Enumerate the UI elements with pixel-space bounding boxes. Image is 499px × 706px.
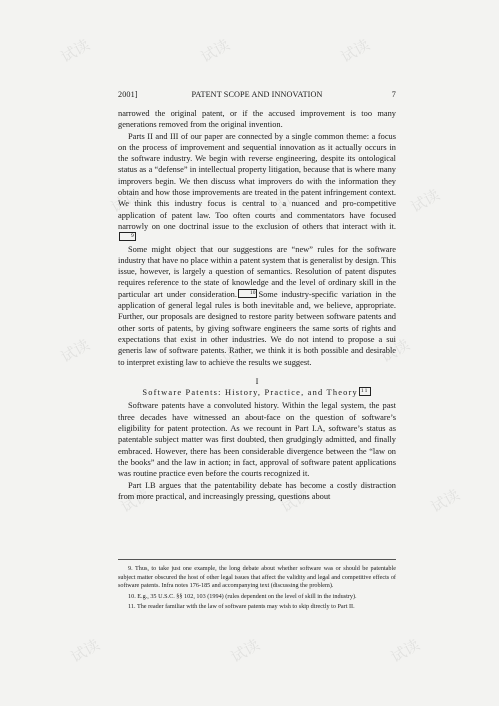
footnote-ref-11[interactable]: 11: [360, 388, 369, 395]
page-number: 7: [391, 90, 396, 99]
watermark: 试读: [407, 185, 443, 217]
paragraph: Part I.B argues that the patentability debate has become a costly distraction from more practical, and increasingly pressing, questions about: [118, 480, 396, 501]
watermark: 试读: [107, 185, 143, 217]
watermark: 试读: [217, 335, 253, 367]
watermark: 试读: [267, 185, 303, 217]
footnote-11: 11. The reader familiar with the law of software patents may wish to skip directly to Part II.: [128, 603, 355, 611]
paragraph: Software patents have a convoluted history. Within the legal system, the past three decades have witnessed an about-face on the question of software’s eligibility for patent protection. As we recount in Part I.A, software’s status as patentable subject matter was first doubted, then grudgingly admitted, and finally embraced. However, there has been considerable divergence between the “law on the books” and the law in action; in fact, approval of software patent applications was routine practice even before the courts recognized it.: [118, 401, 396, 479]
footnote-ref-9[interactable]: 9: [119, 232, 136, 241]
watermark: 试读: [67, 635, 103, 667]
watermark: 试读: [57, 35, 93, 67]
header-volume: 2001]: [118, 90, 138, 99]
watermark: 试读: [117, 485, 153, 517]
paragraph: Some might object that our suggestions are “new” rules for the software industry that have no place within a patent system that is generalist by design. This issue, however, is largely a question of semantics. Resolution of patent disputes requires reference to the state of knowledge and the level of ordinary skill in the particular art under consideration. 10 Some industry-specific variation in the application of general legal rules is both inevitable and, we believe, appropriate. Further, our proposals are designed to restore parity between software patents and other sorts of patents, by giving software engineers the same sorts of rights and expectations that exist in other industries. We do not intend to propose a sui generis law of software patents. Rather, we think it is both possible and desirable to interpret existing law to achieve the results we suggest.: [118, 244, 396, 367]
footnote-ref-10[interactable]: 10: [238, 289, 258, 298]
section-number: I: [255, 376, 259, 386]
paragraph: narrowed the original patent, or if the accused improvement is too many generations removed from the original invention.: [118, 109, 396, 130]
paragraph: Parts II and III of our paper are connected by a single common theme: a focus on the process of improvement and sequential innovation as it actually occurs in the software industry. We begin with reverse engineering, despite its ontological status as a “defense” in intellectual property litigation, because that is where many improvers begin. We then discuss what improvers do with the information they obtain and how those improvements are treated in the patent infringement context. We think this industry focus is central to a nuanced and pro-competitive application of patent law. Too often courts and commentators have focused narrowly on one doctrinal issue to the exclusion of others that interact with it.9: [118, 131, 396, 240]
footnote-10: 10. E.g., 35 U.S.C. §§ 102, 103 (1994) (rules dependent on the level of skill in the industry).: [128, 592, 357, 600]
footnote-9: 9. Thus, to take just one example, the long debate about whether software was or should be patentable subject matter obscured the host of other legal issues that affect the validity and legal and competitive effects of software patents. Infra notes 176-185 and accompanying text (discussing the problem).: [118, 565, 396, 590]
watermark: 试读: [197, 35, 233, 67]
watermark: 试读: [227, 635, 263, 667]
watermark: 试读: [337, 35, 373, 67]
watermark: 试读: [387, 635, 423, 667]
watermark: 试读: [377, 335, 413, 367]
header-title: PATENT SCOPE AND INNOVATION: [191, 90, 323, 99]
watermark: 试读: [277, 485, 313, 517]
footnotes: [118, 559, 396, 614]
watermark: 试读: [57, 335, 93, 367]
body-text: [118, 108, 396, 502]
watermark: 试读: [427, 485, 463, 517]
section-title: Software Patents: History, Practice, and Theory 11: [142, 388, 369, 398]
